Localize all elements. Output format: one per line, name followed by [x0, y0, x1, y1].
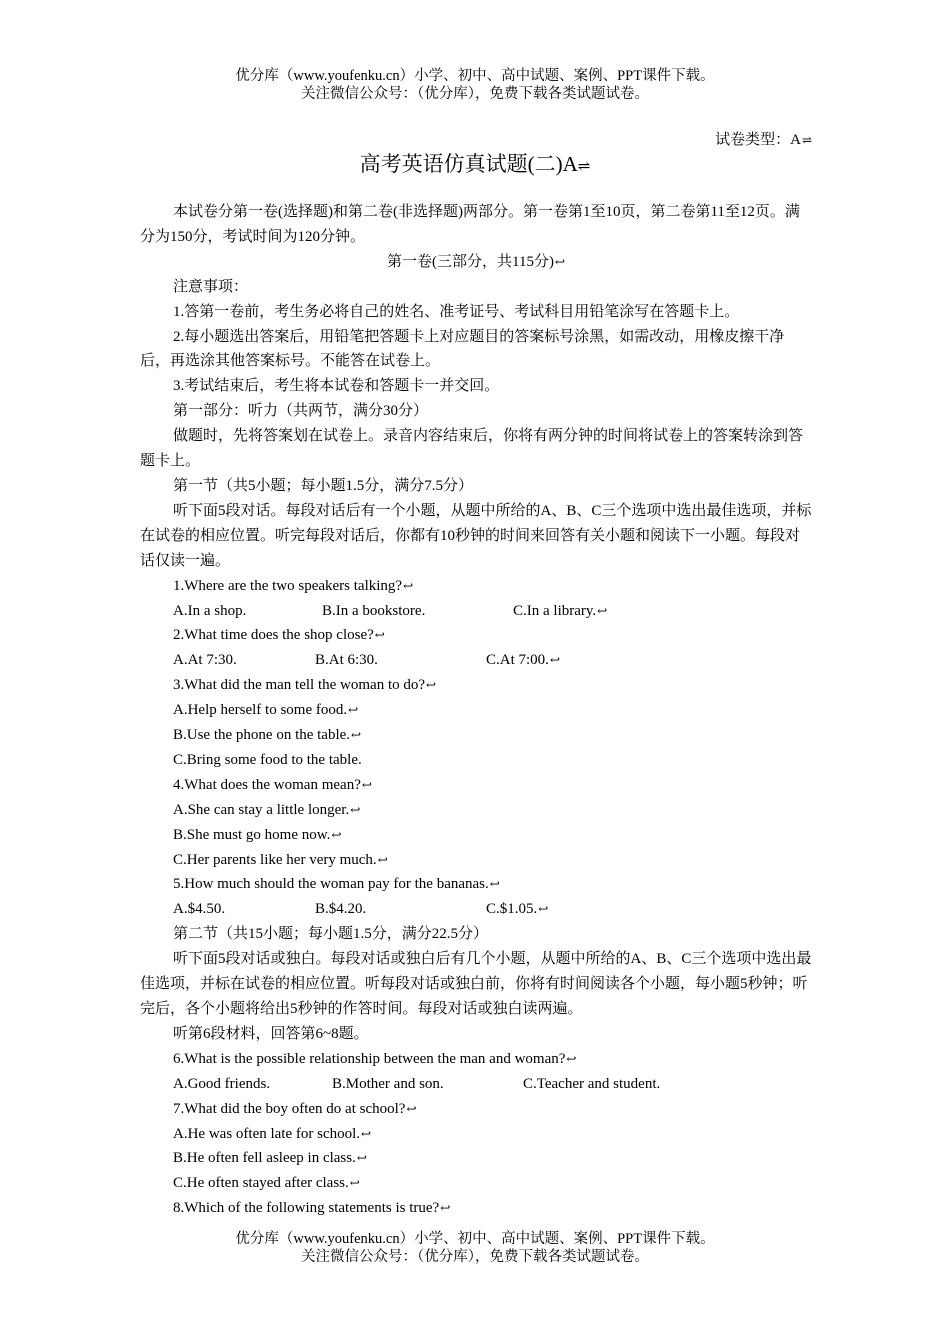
question-6-options	[140, 1072, 812, 1097]
question-1-options	[140, 599, 812, 624]
paragraph-mark-icon: ↩	[356, 1151, 367, 1166]
question-1: 1.Where are the two speakers talking?↩	[173, 577, 414, 594]
option-b: B.At 6:30.	[315, 652, 378, 669]
question-4: 4.What does the woman mean?↩	[173, 776, 372, 793]
note-item: 1.答第一卷前，考生务必将自己的姓名、准考证号、考试科目用铅笔涂写在答题卡上。	[173, 303, 740, 320]
header-line-2: 关注微信公众号：（优分库），免费下载各类试题试卷。	[301, 86, 649, 102]
intro-paragraph: 本试卷分第一卷(选择题)和第二卷(非选择题)两部分。第一卷第1至10页，第二卷第11至12页。满分为150分，考试时间为120分钟。	[140, 204, 800, 245]
paragraph-mark-icon: ↩	[331, 827, 342, 842]
document-body	[140, 200, 812, 1221]
listening-instructions: 做题时，先将答案划在试卷上。录音内容结束后，你将有两分钟的时间将试卷上的答案转涂到答题卡上。	[140, 428, 804, 470]
question-2: 2.What time does the shop close?↩	[173, 627, 385, 644]
section1-instructions: 听下面5段对话。每段对话后有一个小题，从题中所给的A、B、C三个选项中选出最佳选项，并标在试卷的相应位置。听完每段对话后，你都有10秒钟的时间来回答有关小题和阅读下一小题。每段对话仅读一遍。	[140, 502, 812, 569]
paragraph-mark-icon: ↩	[406, 1101, 417, 1116]
listening-heading: 第一部分：听力（共两节，满分30分）	[173, 403, 429, 420]
paragraph-mark-icon: ↩	[426, 678, 437, 693]
footer-line-2: 关注微信公众号：（优分库），免费下载各类试题试卷。	[301, 1249, 649, 1265]
paragraph-mark-icon: ↩	[554, 254, 565, 269]
paragraph-mark-icon: ↩	[350, 802, 361, 817]
question-3: 3.What did the man tell the woman to do?↩	[173, 677, 437, 694]
option-c: C.Teacher and student.	[523, 1075, 661, 1092]
option-b: B.$4.20.	[315, 901, 367, 918]
paragraph-mark-icon: ↩	[374, 628, 385, 643]
section2-instructions: 听下面5段对话或独白。每段对话或独白后有几个小题，从题中所给的A、B、C三个选项中选出最佳选项，并标在试卷的相应位置。听每段对话或独白前，你将有时间阅读各个小题，每小题5秒钟；听完后，各个小题将给出5秒钟的作答时间。每段对话或独白读两遍。	[140, 951, 812, 1017]
option-c: C.At 7:00.↩	[486, 648, 560, 673]
question-5-options	[140, 897, 812, 922]
page-title: 高考英语仿真试题(二)A⇌	[359, 152, 591, 176]
header-line-1: 优分库（www.youfenku.cn）小学、初中、高中试题、案例、PPT课件下载。	[235, 68, 715, 84]
option-b: B.Mother and son.	[332, 1075, 444, 1092]
question-2-options	[140, 648, 812, 673]
notes-heading: 注意事项：	[173, 278, 249, 295]
paragraph-mark-icon: ↩	[349, 1176, 360, 1191]
option-a: A.In a shop.	[173, 602, 247, 619]
paragraph-mark-icon: ↩	[549, 653, 560, 668]
question-7: 7.What did the boy often do at school?↩	[173, 1100, 417, 1117]
question-8: 8.Which of the following statements is true?↩	[173, 1200, 451, 1217]
paragraph-mark-icon: ↩	[351, 728, 362, 743]
option-b: B.Use the phone on the table.↩	[173, 727, 362, 744]
option-c: C.Bring some food to the table.	[173, 751, 362, 768]
option-b: B.He often fell asleep in class.↩	[173, 1150, 367, 1167]
paragraph-mark-icon: ↩	[403, 578, 414, 593]
paragraph-mark-icon: ⇌	[577, 159, 591, 175]
paragraph-mark-icon: ↩	[538, 902, 549, 917]
paragraph-mark-icon: ↩	[361, 777, 372, 792]
question-6: 6.What is the possible relationship between the man and woman?↩	[173, 1050, 577, 1067]
material-6-heading: 听第6段材料，回答第6~8题。	[173, 1025, 369, 1042]
page-footer	[0, 1230, 950, 1266]
note-item: 3.考试结束后，考生将本试卷和答题卡一并交回。	[173, 378, 500, 395]
section2-heading: 第二节（共15小题；每小题1.5分，满分22.5分）	[173, 926, 489, 943]
section1-heading: 第一节（共5小题；每小题1.5分，满分7.5分）	[173, 477, 474, 494]
option-a: A.He was often late for school.↩	[173, 1125, 372, 1142]
option-a: A.Help herself to some food.↩	[173, 702, 359, 719]
option-a: A.$4.50.	[173, 901, 226, 918]
paragraph-mark-icon: ↩	[440, 1201, 451, 1216]
paragraph-mark-icon: ↩	[377, 852, 388, 867]
option-a: A.At 7:30.	[173, 652, 237, 669]
option-c: C.In a library.↩	[513, 599, 607, 624]
page-header	[0, 67, 950, 103]
paragraph-mark-icon: ↩	[348, 703, 359, 718]
part1-heading: 第一卷(三部分，共115分)↩	[387, 253, 565, 270]
option-a: A.Good friends.	[173, 1075, 271, 1092]
note-item: 2.每小题选出答案后，用铅笔把答题卡上对应题目的答案标号涂黑，如需改动，用橡皮擦干净后，再选涂其他答案标号。不能答在试卷上。	[140, 328, 785, 370]
option-b: B.She must go home now.↩	[173, 826, 342, 843]
paragraph-mark-icon: ↩	[566, 1051, 577, 1066]
option-a: A.She can stay a little longer.↩	[173, 801, 361, 818]
footer-line-1: 优分库（www.youfenku.cn）小学、初中、高中试题、案例、PPT课件下载。	[235, 1231, 715, 1247]
option-c: C.He often stayed after class.↩	[173, 1175, 360, 1192]
option-b: B.In a bookstore.	[322, 602, 426, 619]
paragraph-mark-icon: ↩	[489, 877, 500, 892]
option-c: C.Her parents like her very much.↩	[173, 851, 388, 868]
paragraph-mark-icon: ↩	[597, 603, 608, 618]
paper-type: 试卷类型：A⇌	[715, 132, 812, 148]
question-5: 5.How much should the woman pay for the bananas.↩	[173, 876, 500, 893]
paragraph-mark-icon: ↩	[361, 1126, 372, 1141]
paragraph-mark-icon: ⇌	[801, 133, 812, 147]
option-c: C.$1.05.↩	[486, 897, 548, 922]
